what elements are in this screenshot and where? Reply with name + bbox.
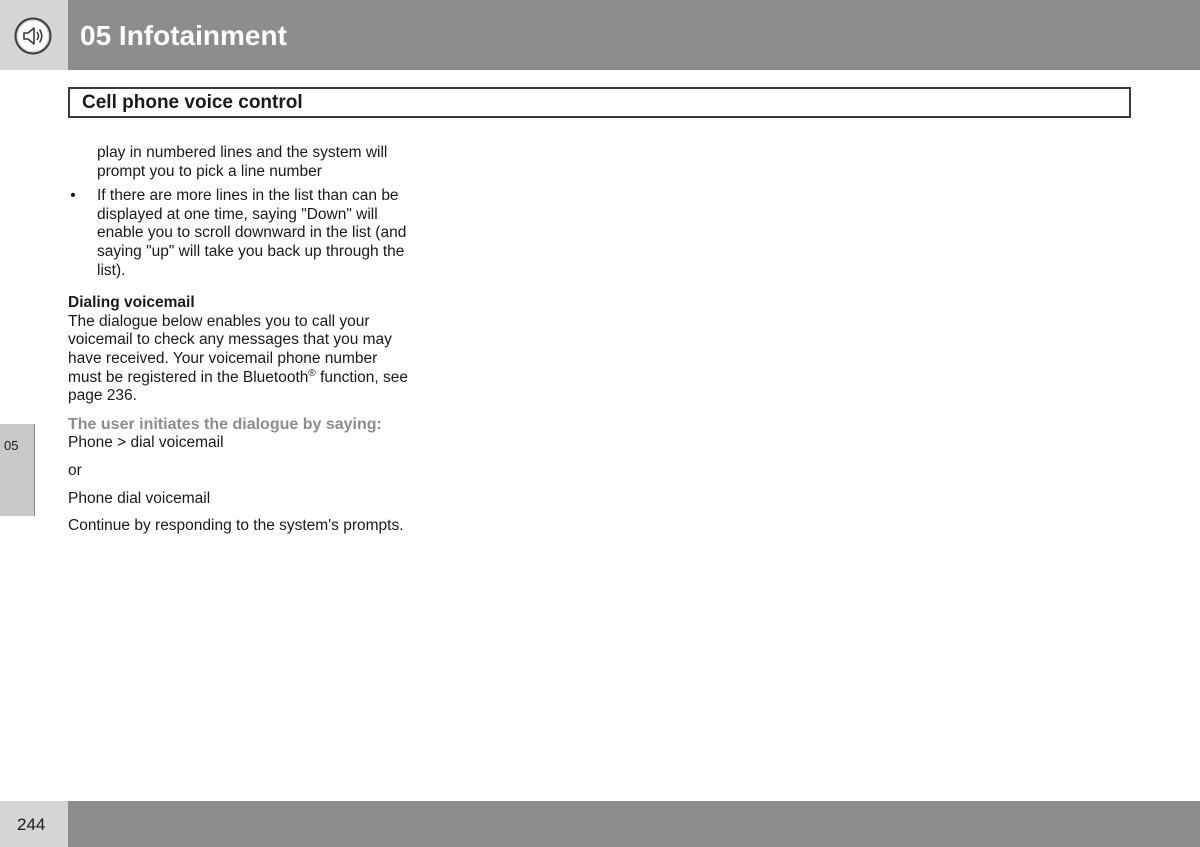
speaker-icon: [14, 17, 52, 55]
voicemail-paragraph: [68, 313, 408, 406]
voice-command-1: Phone > dial voicemail: [68, 434, 224, 452]
or-text: or: [68, 461, 82, 479]
section-header-box: [68, 87, 1131, 118]
voicemail-text-before: The dialogue below enables you to call your voicemail to check any messages that you may have received. Your voicemail phone number must be registered in the Bluetooth: [68, 312, 392, 386]
side-tab-border: [34, 424, 35, 516]
chapter-title: 05 Infotainment: [80, 20, 287, 51]
registered-mark: ®: [308, 367, 316, 379]
footer-bar: [68, 801, 1200, 847]
bullet-icon: •: [70, 187, 76, 205]
list-item: [68, 187, 408, 280]
text-column: [68, 144, 408, 536]
chapter-side-tab: [0, 424, 34, 516]
voicemail-text-after: function, see page 236.: [68, 368, 408, 405]
side-tab-label: 05: [4, 438, 19, 453]
continued-list-text: play in numbered lines and the system will prompt you to pick a line number: [97, 144, 388, 180]
closing-text: Continue by responding to the system's prompts.: [68, 517, 404, 535]
footer-number-box: [0, 801, 68, 847]
dialogue-heading: The user initiates the dialogue by saying:: [68, 415, 382, 433]
header-icon-box: [0, 0, 68, 70]
page-number: 244: [17, 815, 46, 834]
bullet-text: If there are more lines in the list than can be displayed at one time, saying "Down" will enable you to scroll downward in the list (and saying "up" will take you back up through the list).: [97, 187, 407, 279]
section-title: Cell phone voice control: [82, 92, 303, 113]
subheading-dialing-voicemail: Dialing voicemail: [68, 294, 195, 312]
voice-command-2: Phone dial voicemail: [68, 489, 211, 507]
